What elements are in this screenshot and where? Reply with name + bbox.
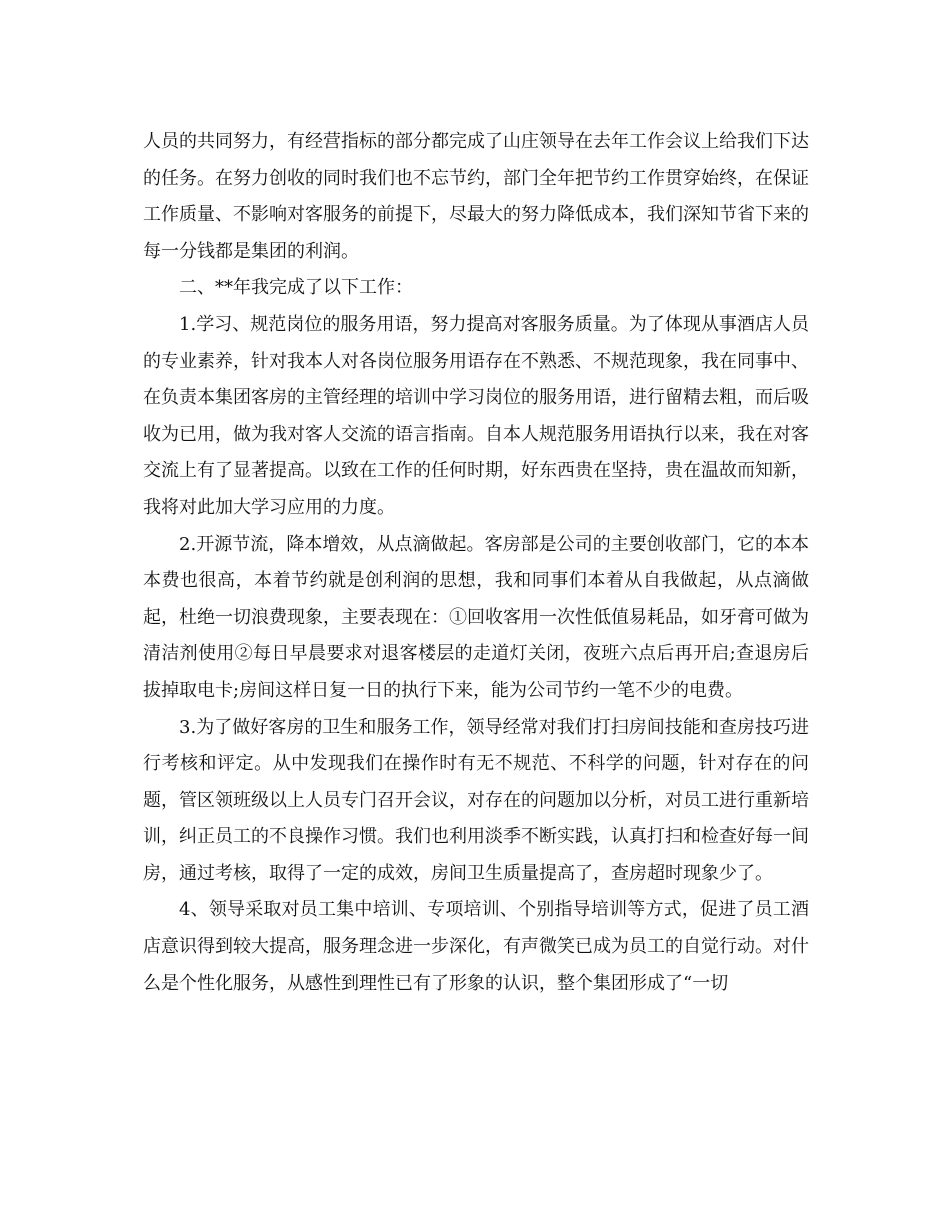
paragraph-item-1: 1.学习、规范岗位的服务用语，努力提高对客服务质量。为了体现从事酒店人员的专业素养，针对我本人对各岗位服务用语存在不熟悉、不规范现象，我在同事中、在负责本集团客房的主管经理的培训中学习岗位的服务用语，进行留精去粗，而后吸收为已用，做为我对客人交流的语言指南。自本人规范服务用语执行以来，我在对客交流上有了显著提高。以致在工作的任何时期，好东西贵在坚持，贵在温故而知新，我将对此加大学习应用的力度。 [143, 313, 809, 518]
paragraph-item-4: 4、领导采取对员工集中培训、专项培训、个别指导培训等方式，促进了员工酒店意识得到较大提高，服务理念进一步深化，有声微笑已成为员工的自觉行动。对什么是个性化服务，从感性到理性已有了形象的认识，整个集团形成了“一切 [143, 899, 809, 994]
paragraph-item-3: 3.为了做好客房的卫生和服务工作，领导经常对我们打扫房间技能和查房技巧进行考核和评定。从中发现我们在操作时有无不规范、不科学的问题，针对存在的问题，管区领班级以上人员专门召开会议，对存在的问题加以分析，对员工进行重新培训，纠正员工的不良操作习惯。我们也利用淡季不断实践，认真打扫和检查好每一间房，通过考核，取得了一定的成效，房间卫生质量提高了，查房超时现象少了。 [143, 716, 809, 884]
paragraph-continuation: 人员的共同努力，有经营指标的部分都完成了山庄领导在去年工作会议上给我们下达的任务。在努力创收的同时我们也不忘节约，部门全年把节约工作贯穿始终，在保证工作质量、不影响对客服务的前提下，尽最大的努力降低成本，我们深知节省下来的每一分钱都是集团的利润。 [143, 131, 809, 262]
section-heading-two: 二、**年我完成了以下工作： [179, 277, 413, 299]
document-body [143, 124, 809, 1002]
paragraph-item-2: 2.开源节流，降本增效，从点滴做起。客房部是公司的主要创收部门，它的本本本费也很高，本着节约就是创利润的思想，我和同事们本着从自我做起，从点滴做起，杜绝一切浪费现象，主要表现在：①回收客用一次性低值易耗品，如牙膏可做为清洁剂使用②每日早晨要求对退客楼层的走道灯关闭，夜班六点后再开启;查退房后拔掉取电卡;房间这样日复一日的执行下来，能为公司节约一笔不少的电费。 [143, 533, 809, 701]
